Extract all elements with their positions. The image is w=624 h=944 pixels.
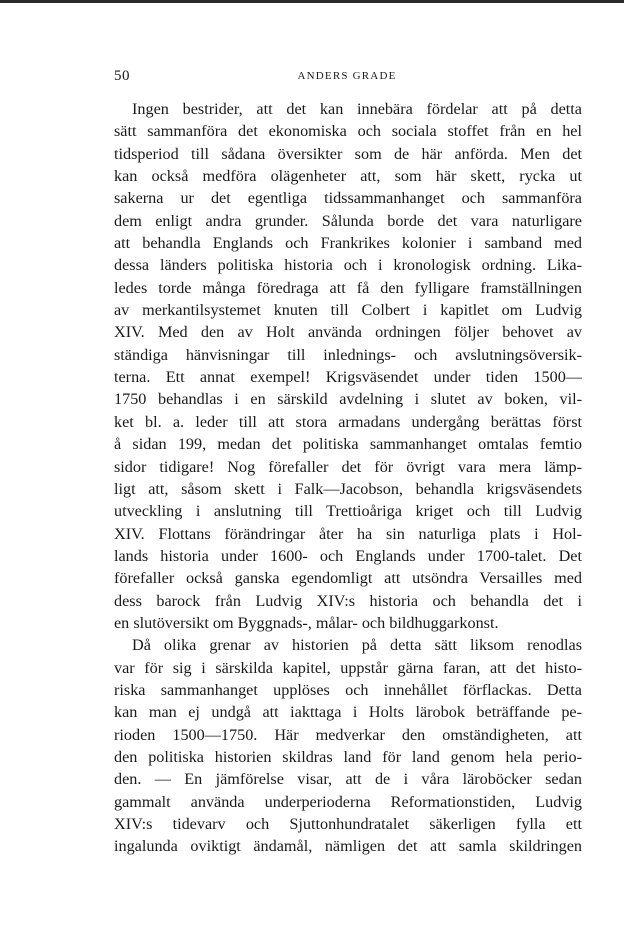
text-line: tidsperiod till sådana översikter som de här anförda. Men det [114, 144, 582, 163]
text-line: var för sig i särskilda kapitel, uppstår gärna faran, att det histo- [114, 658, 582, 677]
text-line: ingalunda oviktigt ändamål, nämligen det att samla skildringen [114, 837, 582, 856]
text-line: 1750 behandlas i en särskild avdelning i slutet av boken, vil- [114, 390, 582, 409]
text-line: gammalt använda underperioderna Reformationstiden, Ludvig [114, 792, 582, 811]
text-line: XIV. Flottans förändringar åter ha sin naturliga plats i Hol- [114, 524, 582, 543]
text-line: ledes torde många föredraga att få den fylligare framställningen [114, 278, 582, 297]
paragraph-2 [114, 634, 582, 857]
text-line: ligt att, såsom skett i Falk—Jacobson, behandla krigsväsendets [114, 479, 582, 498]
paragraph-1 [114, 98, 582, 634]
text-line: en slutöversikt om Byggnads-, målar- och bildhuggarkonst. [114, 613, 499, 632]
text-line: XIV. Med den av Holt använda ordningen följer behovet av [114, 323, 582, 342]
text-line: rioden 1500—1750. Här medverkar den omständigheten, att [114, 725, 582, 744]
text-line: riska sammanhanget upplöses och innehållet förflackas. Detta [114, 680, 582, 699]
text-line: terna. Ett annat exempel! Krigsväsendet under tiden 1500— [114, 368, 582, 387]
text-line: utveckling i anslutning till Trettioåriga kriget och till Ludvig [114, 502, 582, 521]
page-top-rule [0, 0, 624, 3]
text-line: den. — En jämförelse visar, att de i våra läroböcker sedan [114, 770, 582, 789]
page-header [114, 68, 580, 88]
text-line: XIV:s tidevarv och Sjuttonhundratalet säkerligen fylla ett [114, 815, 582, 833]
text-line: Ingen bestrider, att det kan innebära fördelar att på detta [132, 100, 582, 118]
text-line: sidor tidigare! Nog förefaller det för övrigt vara mera lämp- [114, 457, 582, 476]
text-line: å sidan 199, medan det politiska sammanhanget omtalas femtio [114, 435, 582, 454]
text-line: Då olika grenar av historien på detta sätt liksom renodlas [132, 636, 582, 655]
text-line: sätt sammanföra det ekonomiska och sociala stoffet från en hel [114, 122, 582, 141]
text-line: lands historia under 1600- och Englands under 1700-talet. Det [114, 546, 582, 565]
running-head: ANDERS GRADE [297, 70, 397, 82]
text-line: att behandla Englands och Frankrikes kolonier i samband med [114, 234, 582, 253]
text-line: dessa länders politiska historia och i kronologisk ordning. Lika- [114, 256, 582, 275]
text-line: kan också medföra olägenheter att, som här skett, rycka ut [114, 167, 582, 186]
text-line: kan man ej undgå att iakttaga i Holts lärobok beträffande pe- [114, 703, 582, 722]
body-text [114, 98, 582, 858]
text-line: ket bl. a. leder till att stora armadans undergång berättas först [114, 412, 582, 431]
text-line: sakerna ur det egentliga tidssammanhanget och sammanföra [114, 189, 582, 208]
text-line: dem enligt andra grunder. Sålunda borde det vara naturligare [114, 211, 582, 230]
text-line: den politiska historien skildras land för land genom hela perio- [114, 747, 582, 766]
page-number: 50 [114, 68, 130, 84]
text-line: förefaller också ganska egendomligt att utsöndra Versailles med [114, 569, 582, 588]
text-line: dess barock från Ludvig XIV:s historia och behandla det i [114, 591, 582, 610]
text-line: ständiga hänvisningar till inlednings- och avslutningsöversik- [114, 345, 582, 364]
text-line: av merkantilsystemet knuten till Colbert i kapitlet om Ludvig [114, 301, 582, 320]
